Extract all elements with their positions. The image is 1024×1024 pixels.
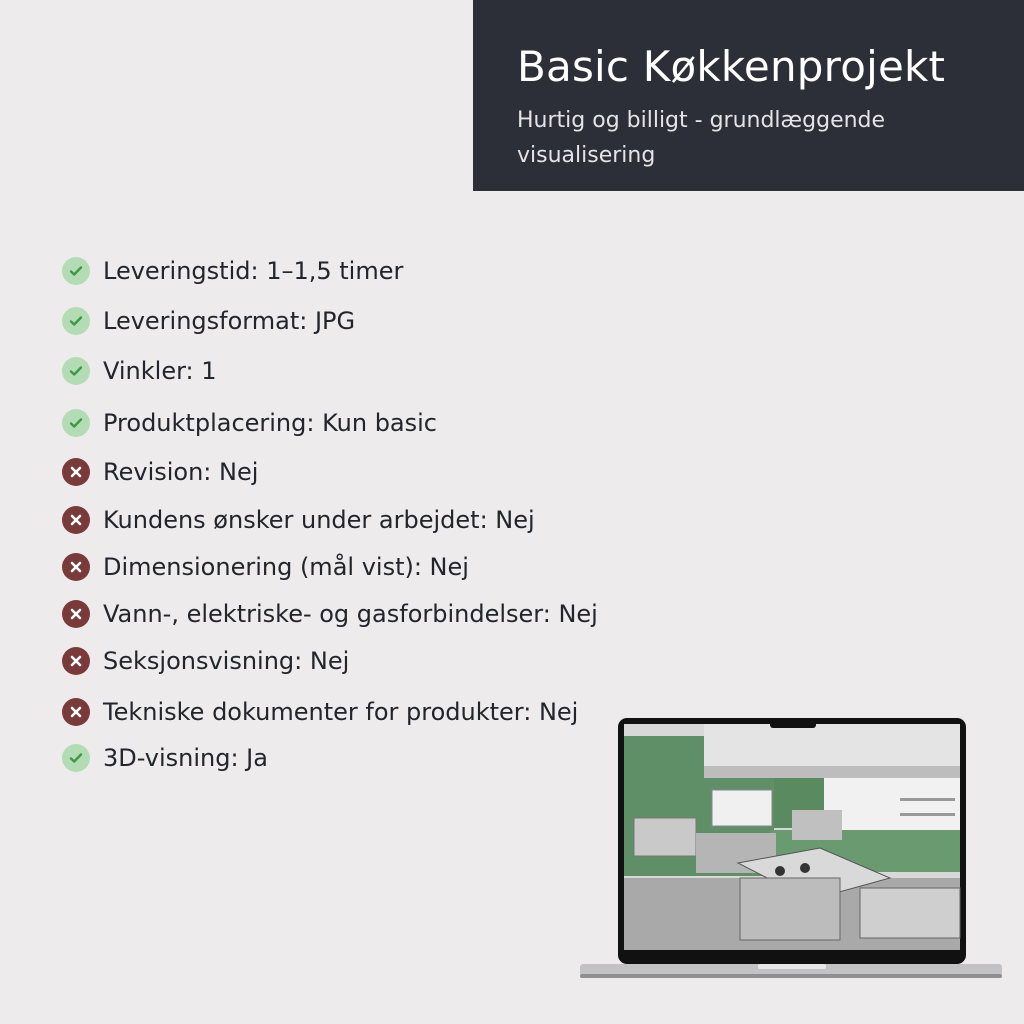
feature-item [62,697,578,727]
page-subtitle: Hurtig og billigt - grundlæggende visualisering [517,108,886,168]
feature-item [62,408,437,438]
feature-item [62,599,598,629]
feature-label: Revision: Nej [103,458,259,486]
laptop-kitchen-render [580,718,1002,980]
cross-icon [62,458,90,486]
feature-label: Leveringstid: 1–1,5 timer [103,257,404,285]
feature-item [62,505,535,535]
feature-label: Vann-, elektriske- og gasforbindelser: Nej [103,600,598,628]
camera-notch [770,720,816,728]
feature-label: Leveringsformat: JPG [103,307,356,335]
feature-label: Seksjonsvisning: Nej [103,647,350,675]
feature-item [62,457,258,487]
feature-label: Dimensionering (mål vist): Nej [103,553,469,581]
cross-icon [62,600,90,628]
feature-item [62,743,268,773]
feature-label: Tekniske dokumenter for produkter: Nej [103,698,579,726]
cross-icon [62,553,90,581]
feature-item [62,552,469,582]
cross-icon [62,506,90,534]
feature-item [62,356,217,386]
feature-item [62,306,355,336]
check-icon [62,409,90,437]
feature-label: Vinkler: 1 [103,357,217,385]
check-icon [62,307,90,335]
check-icon [62,357,90,385]
kitchen-render-image [624,724,960,950]
feature-item [62,646,349,676]
cross-icon [62,698,90,726]
header-banner [473,0,1024,191]
feature-label: 3D-visning: Ja [103,744,268,772]
check-icon [62,744,90,772]
cross-icon [62,647,90,675]
feature-label: Produktplacering: Kun basic [103,409,437,437]
page-title: Basic Køkkenprojekt [517,42,946,91]
feature-item [62,256,403,286]
check-icon [62,257,90,285]
feature-label: Kundens ønsker under arbejdet: Nej [103,506,535,534]
